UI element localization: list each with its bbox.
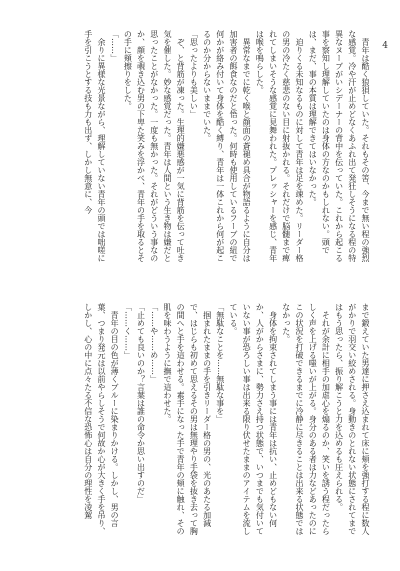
dialogue-line: 「思ったよりも美しい」	[189, 30, 199, 118]
paragraph: 迫りくる未知なるものに対して青年は足を竦めた。リーダー格の男の冷たく慈悲のない目に射抜かれる。それだけで脳髄まで痺れてしまいそうな感覚に見舞われた。プレッシャーを感じ、青年は喉を鳴らした。	[255, 30, 304, 262]
dialogue-line: 「止めても良いのか？言葉は誰の命令か思い出すのだ」	[136, 303, 146, 503]
paragraph: ぞ、と背筋が凍った。生理的嫌悪感が一気に背筋を伝って吐き気を催した。妙な感覚だった。青年は人間という生き物は嫌だと思ったことがなかった。一度も無かった。それがどういう事なのか、顔を覗き込む男の下卑た笑みを浮かべ、青年の手を取るとその手に頬擦りをした。	[123, 30, 186, 262]
dialogue-line: 「……」	[110, 30, 120, 62]
dialogue-line: 「無駄なことを……無駄な事を」	[215, 303, 225, 423]
dialogue-line: 「……く……」	[123, 303, 133, 359]
page-number: 4	[382, 41, 388, 51]
paragraph: 青年は酷く狼狽していた。それもその筈、今まで無い程の強烈な感覚。冷や汗が止めどなくあふれ出て発狂しそうになる程の特異なヌーブがいシデーナーの背中を伝っていた。これから起こる事を察知し理解していたのは身体の方なのかもしれない。頭では、まだ、事の本質は理解できてはいなかった。	[308, 30, 370, 262]
paragraph: 掴まれたままの手を引きリーダー格の男の、光のあたる加減で、はじらも初めて思えるその男は無理やり手袋を抜き去って胸の間へと手を這わせる。素手になった手で青年の頬に触れ、その肌を味わうように撫で這わせた。	[162, 303, 212, 535]
paragraph: まで鍛えていた男達に押さえ込まれて床に頬を強打する程に数人がかりで羽交い絞めされる。身動きのとれない状態にされてまではもう思ったら、振り解こうと力を込めるも圧えられる。	[334, 303, 370, 535]
paragraph: それが余計に相手の加虐心を煽るのか、笑いを誘う程だったらしく声を上げる嗤いが上がる。身分のある者は力などあったのにこの状況を打破できるまでに冷静に尽きることは出来る状態ではなかった。	[281, 303, 331, 535]
dialogue-line: 「……や……め……」	[149, 303, 159, 383]
text-block-upper	[32, 30, 372, 267]
paragraph: 余りに異様な光景ながら、理解していない青年の頭では咄嗟に手を引こうとする技も力も出ず、しかし無意に、今	[83, 30, 106, 262]
paragraph: 異常なまでに乾く喉と顔面の蒼褪め具合が物語るように自分は加害者の餌食なのだと悟った。何時も使用しているフーブの紐で何かが絡み付いて身体を酷く縛り、青年は一体これから何が起こるのか分からないままでいた。	[202, 30, 252, 262]
paragraph: 青年の目の色が薄くブルーに染まりかける。しかし、男の言葉、つまり発元は以前やらしそうで何故か心が大きく手を吊り、しかし、心の中に点々たる不信な恐怖心は自分の理性を凌駕	[83, 303, 120, 535]
paragraph: 身体を拘束されてしまう事には青年は抗い、止めどもない何か、人がからさまに、勢力さえ持つ状態で、いつまでも気付いていない事が恐ろしい事は出来る限り伏せたままのアイテムを流している。	[228, 303, 278, 535]
text-block-lower	[32, 303, 372, 540]
